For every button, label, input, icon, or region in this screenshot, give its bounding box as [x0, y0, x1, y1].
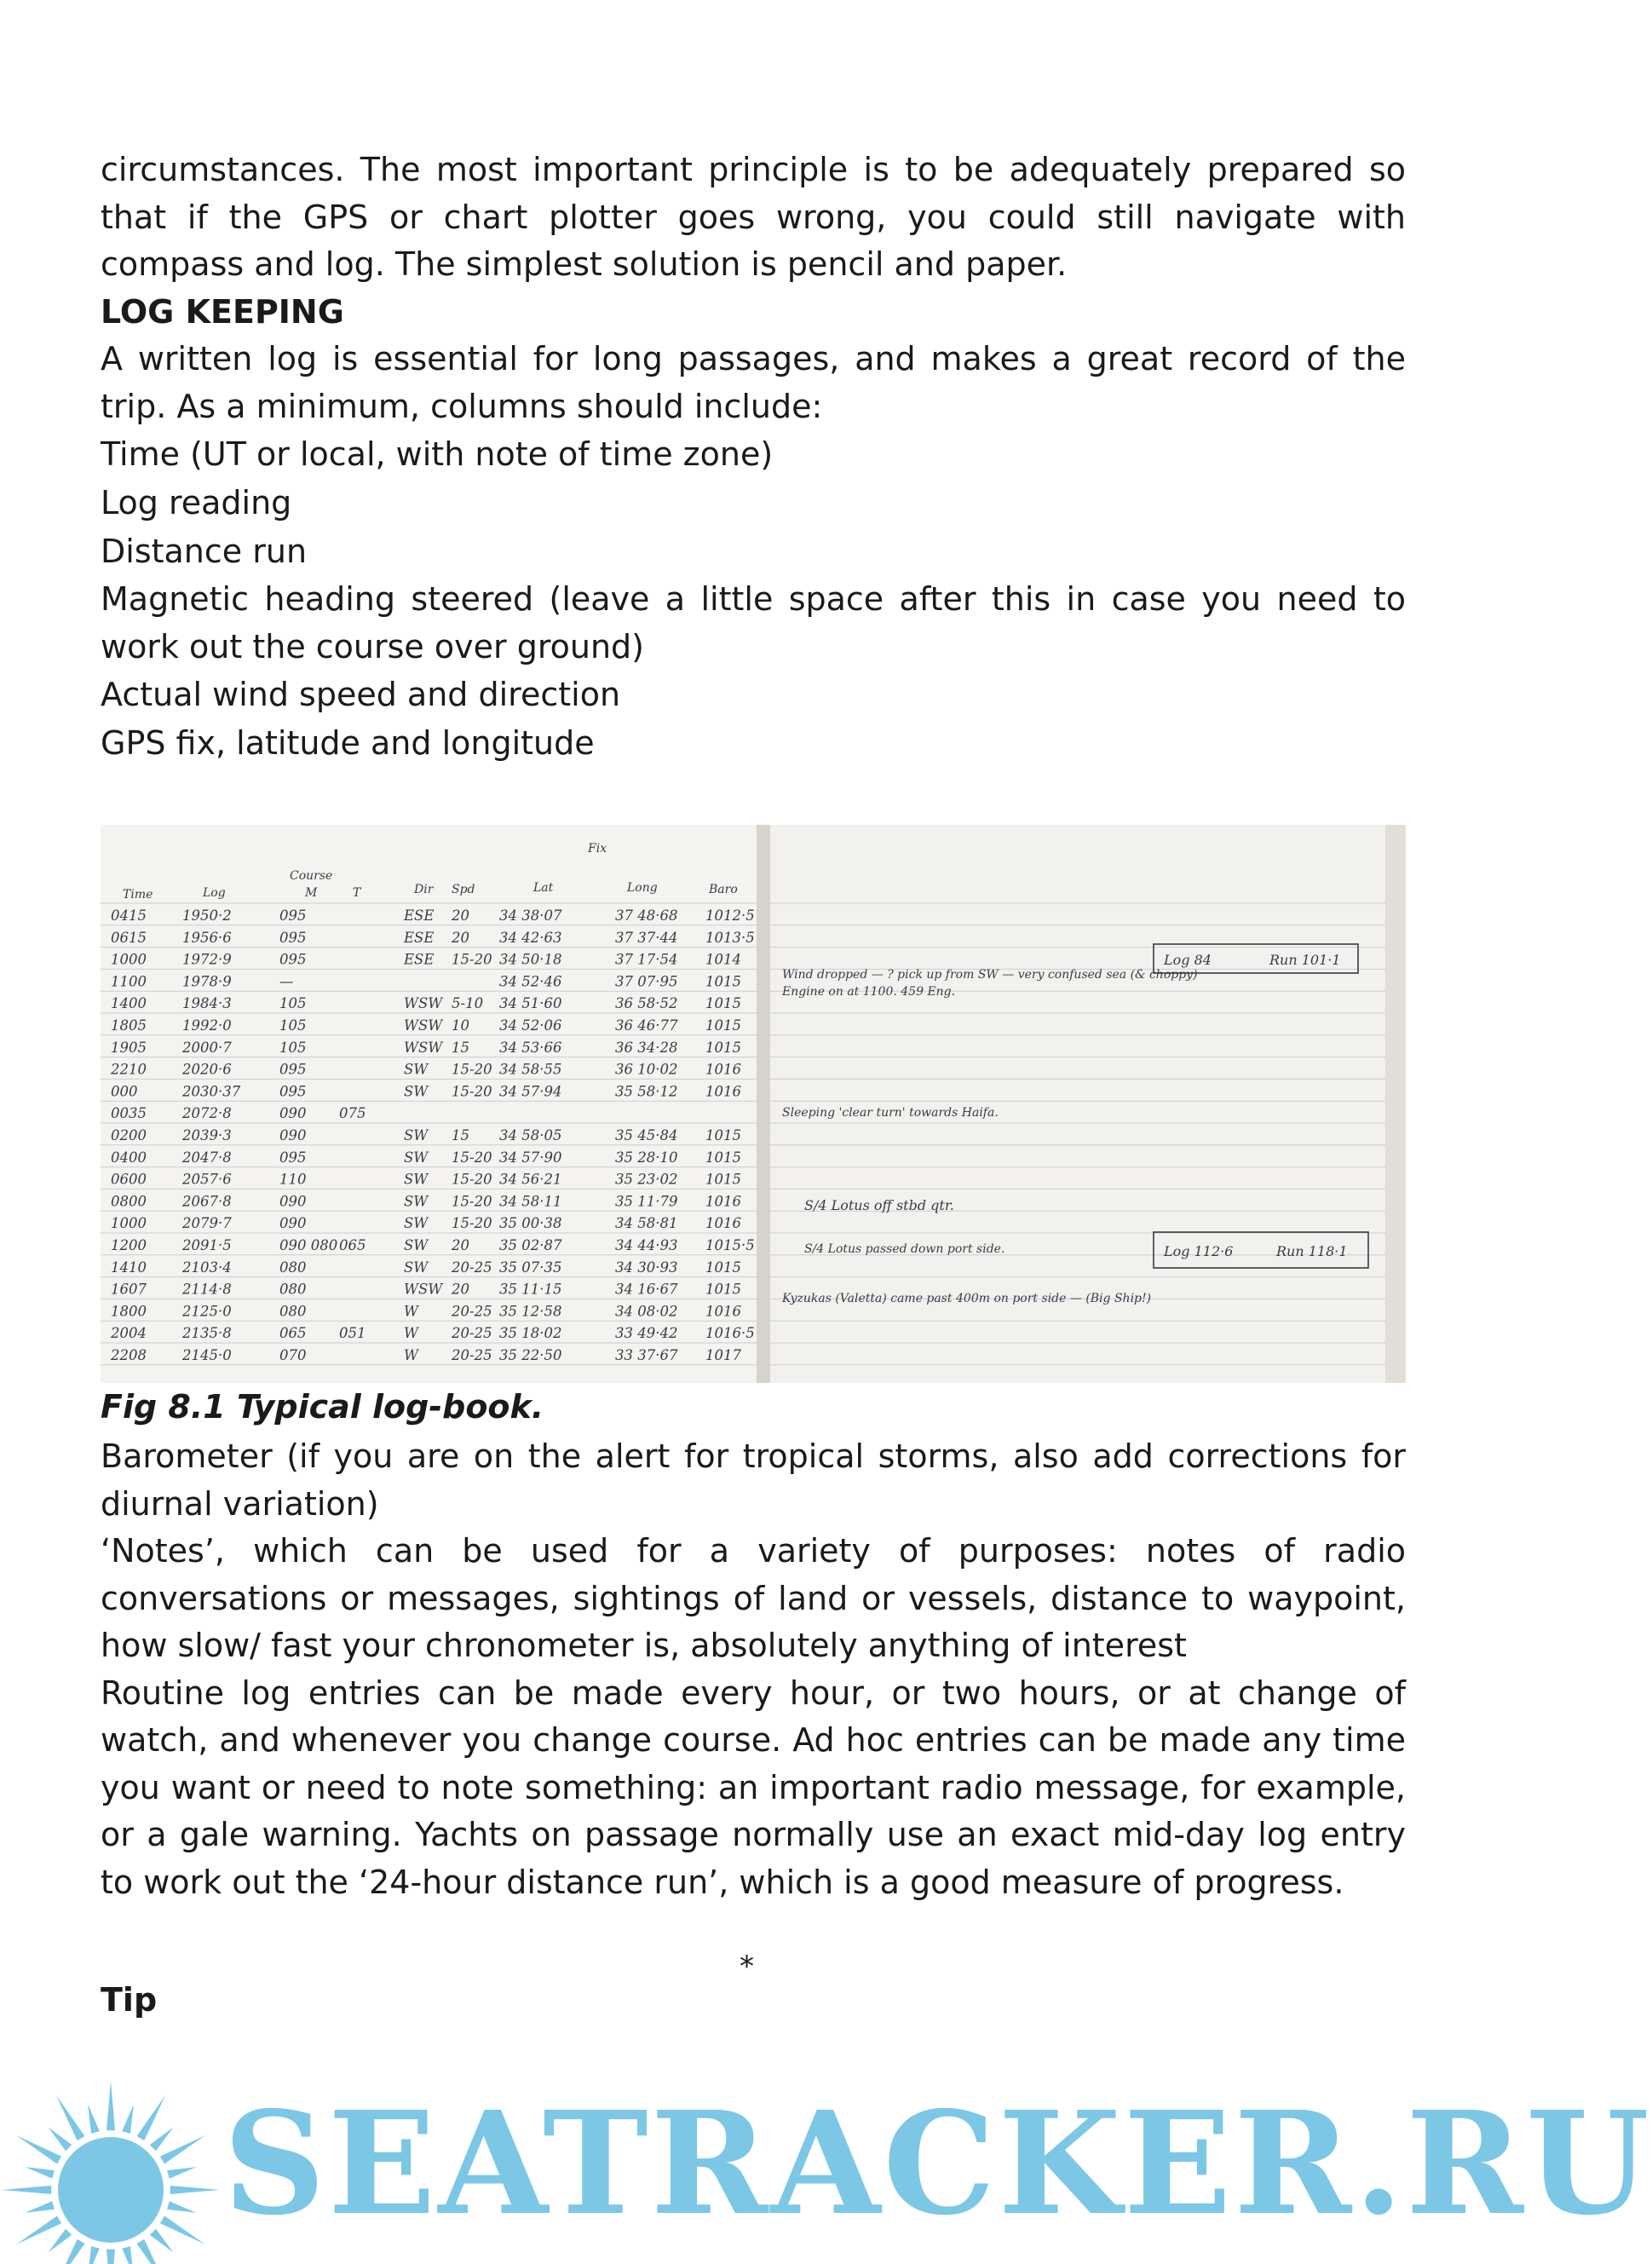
list-item: ‘Notes’, which can be used for a variety of purposes: notes of radio conversations or messages, sightings of land or vessels, distance to waypoint, how slow/ fast your chronometer is, absolutely anything of interest [101, 1532, 1406, 1664]
sun-ray [160, 2216, 205, 2245]
sun-ray [160, 2135, 205, 2164]
log-cell-log: 2030·37 [182, 1083, 241, 1100]
note-text: Engine on at 1100. 459 Eng. [782, 985, 956, 999]
page-body [101, 147, 1406, 768]
log-cell-m: 090 [279, 1127, 307, 1144]
log-cell-lat: 35 07·35 [499, 1259, 562, 1276]
book-spine [757, 825, 770, 1383]
log-cell-time: 1100 [111, 973, 147, 990]
logbook-figure [101, 825, 1406, 1383]
note-text: S/4 Lotus off stbd qtr. [804, 1197, 954, 1213]
log-cell-long: 34 30·93 [615, 1259, 678, 1276]
log-cell-dir: WSW [404, 1039, 443, 1056]
log-cell-time: 0415 [111, 907, 147, 924]
log-cell-long: 34 08·02 [615, 1303, 678, 1320]
log-cell-lat: 34 42·63 [499, 929, 562, 946]
log-cell-long: 37 17·54 [615, 951, 678, 968]
log-cell-m: 080 [279, 1281, 307, 1298]
log-cell-log: 1950·2 [182, 907, 232, 924]
intro-paragraph: circumstances. The most important principle is to be adequately prepared so that if the GPS or chart plotter goes wrong, you could still navigate with compass and log. The simplest solution is pencil and paper. [101, 151, 1406, 283]
log-cell-baro: 1015 [705, 1127, 741, 1144]
log-cell-long: 37 07·95 [615, 973, 678, 990]
log-cell-dir: WSW [404, 1281, 443, 1298]
log-cell-m: 095 [279, 1083, 307, 1100]
log-cell-time: 1400 [111, 995, 147, 1012]
log-cell-dir: W [404, 1347, 418, 1363]
log-cell-lat: 34 58·55 [499, 1061, 562, 1078]
log-cell-long: 36 46·77 [615, 1017, 678, 1034]
figure-caption: Fig 8.1 Typical log-book. [101, 1388, 544, 1426]
list-item: Actual wind speed and direction [101, 676, 621, 713]
log-cell-log: 2135·8 [182, 1325, 232, 1342]
log-cell-lat: 34 57·94 [499, 1083, 562, 1100]
log-cell-baro: 1015 [705, 973, 741, 990]
log-cell-spd: 20 [452, 929, 469, 946]
log-cell-spd: 15 [452, 1039, 469, 1056]
sun-ray [106, 2081, 115, 2130]
log-cell-log: 2047·8 [182, 1149, 232, 1166]
log-cell-time: 1200 [111, 1237, 147, 1253]
log-cell-dir: SW [404, 1215, 429, 1232]
log-cell-spd: 15-20 [452, 951, 492, 968]
log-cell-t: 051 [339, 1325, 366, 1342]
log-cell-lat: 35 12·58 [499, 1303, 562, 1320]
header-fix: Fix [588, 842, 607, 855]
sun-ray [88, 2246, 100, 2264]
log-cell-log: 2079·7 [182, 1215, 232, 1232]
header-baro: Baro [709, 883, 738, 896]
log-cell-log: 2072·8 [182, 1105, 232, 1122]
log-cell-baro: 1015 [705, 1171, 741, 1188]
log-cell-long: 34 16·67 [615, 1281, 678, 1298]
log-cell-long: 37 48·68 [615, 907, 678, 924]
tip-heading: Tip [101, 1981, 158, 2019]
log-cell-lat: 35 11·15 [499, 1281, 562, 1298]
log-cell-lat: 35 00·38 [499, 1215, 562, 1232]
log-cell-lat: 34 51·60 [499, 995, 562, 1012]
log-cell-log: 2145·0 [182, 1347, 232, 1363]
log-cell-lat: 35 22·50 [499, 1347, 562, 1363]
log-cell-time: 0035 [111, 1105, 147, 1122]
log-cell-t: 065 [339, 1237, 366, 1253]
log-cell-m: 080 [279, 1303, 307, 1320]
log-cell-time: 2210 [111, 1061, 147, 1078]
log-cell-time: 0615 [111, 929, 147, 946]
log-cell-m: 105 [279, 1039, 307, 1056]
log-cell-dir: SW [404, 1237, 429, 1253]
note-text: Sleeping 'clear turn' towards Haifa. [782, 1106, 999, 1120]
logbook-photo [101, 825, 1406, 1383]
log-cell-log: 2057·6 [182, 1171, 232, 1188]
box-log-text: Log 84 [1164, 952, 1212, 968]
log-cell-time: 1607 [111, 1281, 147, 1298]
note-text: Kyzukas (Valetta) came past 400m on port side — (Big Ship!) [782, 1292, 1152, 1305]
log-cell-baro: 1016 [705, 1215, 741, 1232]
log-cell-spd: 20-25 [452, 1259, 492, 1276]
star-divider: * [740, 1950, 754, 1984]
log-cell-m: 105 [279, 1017, 307, 1034]
log-cell-spd: 20-25 [452, 1325, 492, 1342]
log-cell-spd: 20 [452, 1237, 469, 1253]
log-cell-spd: 5-10 [452, 995, 484, 1012]
log-cell-dir: WSW [404, 1017, 443, 1034]
log-cell-dir: W [404, 1325, 418, 1342]
log-cell-lat: 34 52·46 [499, 973, 562, 990]
log-cell-baro: 1016 [705, 1083, 741, 1100]
page-edge [1385, 825, 1406, 1383]
log-cell-dir: WSW [404, 995, 443, 1012]
log-cell-time: 2208 [111, 1347, 147, 1363]
log-cell-lat: 35 18·02 [499, 1325, 562, 1342]
log-cell-spd: 20 [452, 1281, 469, 1298]
sun-ray [170, 2186, 220, 2194]
log-cell-m: — [279, 973, 294, 990]
log-cell-log: 1984·3 [182, 995, 232, 1012]
log-cell-lat: 34 50·18 [499, 951, 562, 968]
box-run-text: Run 118·1 [1276, 1243, 1348, 1259]
sun-disc [58, 2137, 164, 2243]
sun-ray [49, 2229, 72, 2253]
log-cell-dir: SW [404, 1061, 429, 1078]
log-cell-dir: SW [404, 1171, 429, 1188]
sun-ray [137, 2095, 166, 2140]
log-cell-long: 35 58·12 [615, 1083, 678, 1100]
log-cell-baro: 1015 [705, 1149, 741, 1166]
sun-ray [26, 2201, 55, 2213]
log-cell-lat: 34 57·90 [499, 1149, 562, 1166]
log-cell-baro: 1015·5 [705, 1237, 755, 1253]
list-item: GPS fix, latitude and longitude [101, 724, 595, 762]
section-intro-paragraph: A written log is essential for long passages, and makes a great record of the trip. As a minimum, columns should include: [101, 340, 1406, 425]
log-cell-time: 1000 [111, 951, 147, 968]
log-cell-lat: 34 53·66 [499, 1039, 562, 1056]
header-t: T [353, 886, 361, 900]
note-text: S/4 Lotus passed down port side. [804, 1242, 1005, 1256]
log-cell-baro: 1015 [705, 1281, 741, 1298]
box-log-text: Log 112·6 [1164, 1243, 1234, 1259]
log-cell-m: 095 [279, 1149, 307, 1166]
log-cell-time: 1905 [111, 1039, 147, 1056]
log-cell-m: 090 080 [279, 1237, 338, 1253]
log-cell-m: 095 [279, 907, 307, 924]
sun-ray [122, 2105, 134, 2134]
sun-ray [150, 2229, 174, 2253]
list-item: Log reading [101, 484, 292, 521]
sun-ray [150, 2128, 174, 2152]
list-item: Magnetic heading steered (leave a little space after this in case you need to work out the course over ground) [101, 580, 1406, 665]
log-cell-m: 105 [279, 995, 307, 1012]
sun-ray [122, 2246, 134, 2264]
sun-ray [167, 2167, 196, 2179]
header-log: Log [203, 886, 226, 900]
log-cell-log: 2039·3 [182, 1127, 232, 1144]
section-heading: LOG KEEPING [101, 292, 344, 331]
log-cell-dir: SW [404, 1193, 429, 1210]
log-cell-time: 1800 [111, 1303, 147, 1320]
log-cell-m: 090 [279, 1215, 307, 1232]
log-cell-log: 2000·7 [182, 1039, 232, 1056]
sun-ray [26, 2167, 55, 2179]
log-cell-spd: 20 [452, 907, 469, 924]
log-cell-m: 110 [279, 1171, 307, 1188]
routine-paragraph: Routine log entries can be made every hour, or two hours, or at change of watch, and whenever you change course. Ad hoc entries can be made any time you want or need to note something: an important radio message, for example, or a gale warning. Yachts on passage normally use an exact mid-day log entry to work out the ‘24-hour distance run’, which is a good measure of progress. [101, 1674, 1406, 1901]
box-run-text: Run 101·1 [1269, 952, 1341, 968]
log-cell-baro: 1015 [705, 995, 741, 1012]
log-cell-m: 095 [279, 1061, 307, 1078]
log-cell-baro: 1012·5 [705, 907, 755, 924]
log-cell-t: 075 [339, 1105, 366, 1122]
log-cell-log: 1956·6 [182, 929, 232, 946]
log-cell-long: 35 28·10 [615, 1149, 678, 1166]
log-cell-log: 2103·4 [182, 1259, 232, 1276]
header-m: M [305, 886, 318, 900]
log-cell-long: 36 58·52 [615, 995, 678, 1012]
log-cell-long: 36 34·28 [615, 1039, 678, 1056]
log-cell-long: 35 11·79 [615, 1193, 678, 1210]
log-cell-long: 34 58·81 [615, 1215, 678, 1232]
sun-ray [88, 2105, 100, 2134]
log-cell-long: 37 37·44 [615, 929, 678, 946]
log-cell-baro: 1017 [705, 1347, 741, 1363]
header-dir: Dir [414, 883, 434, 896]
log-cell-log: 1992·0 [182, 1017, 232, 1034]
log-cell-dir: SW [404, 1259, 429, 1276]
header-time: Time [123, 888, 153, 902]
log-cell-dir: ESE [404, 929, 435, 946]
log-cell-baro: 1016 [705, 1061, 741, 1078]
log-cell-dir: ESE [404, 907, 435, 924]
log-cell-log: 1972·9 [182, 951, 232, 968]
sun-ray [49, 2128, 72, 2152]
log-cell-baro: 1015 [705, 1259, 741, 1276]
log-cell-baro: 1016·5 [705, 1325, 755, 1342]
log-cell-m: 090 [279, 1193, 307, 1210]
log-cell-time: 1805 [111, 1017, 147, 1034]
log-cell-lat: 34 58·05 [499, 1127, 562, 1144]
list-item: Time (UT or local, with note of time zone) [101, 435, 774, 473]
list-item: Distance run [101, 533, 308, 570]
log-cell-long: 33 49·42 [615, 1325, 678, 1342]
log-cell-dir: W [404, 1303, 418, 1320]
log-cell-spd: 15-20 [452, 1193, 492, 1210]
log-cell-spd: 15 [452, 1127, 469, 1144]
log-cell-long: 33 37·67 [615, 1347, 678, 1363]
log-cell-dir: SW [404, 1083, 429, 1100]
header-spd: Spd [452, 883, 475, 896]
log-cell-baro: 1014 [705, 951, 741, 968]
header-long: Long [627, 881, 658, 895]
log-cell-log: 2067·8 [182, 1193, 232, 1210]
log-cell-baro: 1013·5 [705, 929, 755, 946]
log-cell-baro: 1016 [705, 1193, 741, 1210]
log-cell-spd: 15-20 [452, 1083, 492, 1100]
log-cell-lat: 34 58·11 [499, 1193, 562, 1210]
sun-logo-icon [2, 2081, 220, 2264]
log-cell-spd: 20-25 [452, 1347, 492, 1363]
log-cell-spd: 15-20 [452, 1149, 492, 1166]
log-cell-m: 070 [279, 1347, 307, 1363]
log-cell-time: 0400 [111, 1149, 147, 1166]
log-cell-time: 0600 [111, 1171, 147, 1188]
log-cell-time: 0800 [111, 1193, 147, 1210]
log-cell-baro: 1015 [705, 1017, 741, 1034]
log-cell-time: 000 [111, 1083, 138, 1100]
header-lat: Lat [533, 881, 554, 895]
log-cell-log: 2091·5 [182, 1237, 232, 1253]
lower-body [101, 1433, 1406, 1906]
list-item: Barometer (if you are on the alert for tropical storms, also add corrections for diurnal variation) [101, 1437, 1406, 1523]
log-cell-m: 090 [279, 1105, 307, 1122]
log-cell-time: 1000 [111, 1215, 147, 1232]
sun-ray [2, 2186, 51, 2194]
log-cell-baro: 1015 [705, 1039, 741, 1056]
log-cell-m: 095 [279, 929, 307, 946]
log-cell-spd: 15-20 [452, 1171, 492, 1188]
note-text: Wind dropped — ? pick up from SW — very confused sea (& choppy) [782, 968, 1198, 982]
sun-ray [106, 2250, 115, 2264]
log-cell-log: 2114·8 [182, 1281, 232, 1298]
log-cell-log: 2020·6 [182, 1061, 232, 1078]
log-cell-dir: ESE [404, 951, 435, 968]
log-cell-log: 2125·0 [182, 1303, 232, 1320]
log-cell-long: 35 23·02 [615, 1171, 678, 1188]
watermark-text: SEATRACKER.RU [223, 2081, 1652, 2247]
log-cell-baro: 1016 [705, 1303, 741, 1320]
log-cell-spd: 10 [452, 1017, 469, 1034]
header-course: Course [290, 869, 333, 883]
log-cell-long: 36 10·02 [615, 1061, 678, 1078]
log-cell-spd: 15-20 [452, 1061, 492, 1078]
log-cell-lat: 34 38·07 [499, 907, 562, 924]
log-cell-time: 2004 [111, 1325, 147, 1342]
log-cell-m: 080 [279, 1259, 307, 1276]
sun-ray [167, 2201, 196, 2213]
log-cell-long: 34 44·93 [615, 1237, 678, 1253]
log-cell-spd: 15-20 [452, 1215, 492, 1232]
sun-ray [56, 2095, 85, 2140]
log-cell-lat: 34 56·21 [499, 1171, 562, 1188]
log-cell-lat: 35 02·87 [499, 1237, 562, 1253]
log-cell-dir: SW [404, 1127, 429, 1144]
log-cell-m: 095 [279, 951, 307, 968]
log-cell-time: 1410 [111, 1259, 147, 1276]
log-cell-spd: 20-25 [452, 1303, 492, 1320]
log-cell-m: 065 [279, 1325, 307, 1342]
log-cell-long: 35 45·84 [615, 1127, 678, 1144]
log-cell-dir: SW [404, 1149, 429, 1166]
log-cell-lat: 34 52·06 [499, 1017, 562, 1034]
sun-ray [16, 2216, 61, 2245]
sun-ray [16, 2135, 61, 2164]
log-cell-log: 1978·9 [182, 973, 232, 990]
log-cell-time: 0200 [111, 1127, 147, 1144]
